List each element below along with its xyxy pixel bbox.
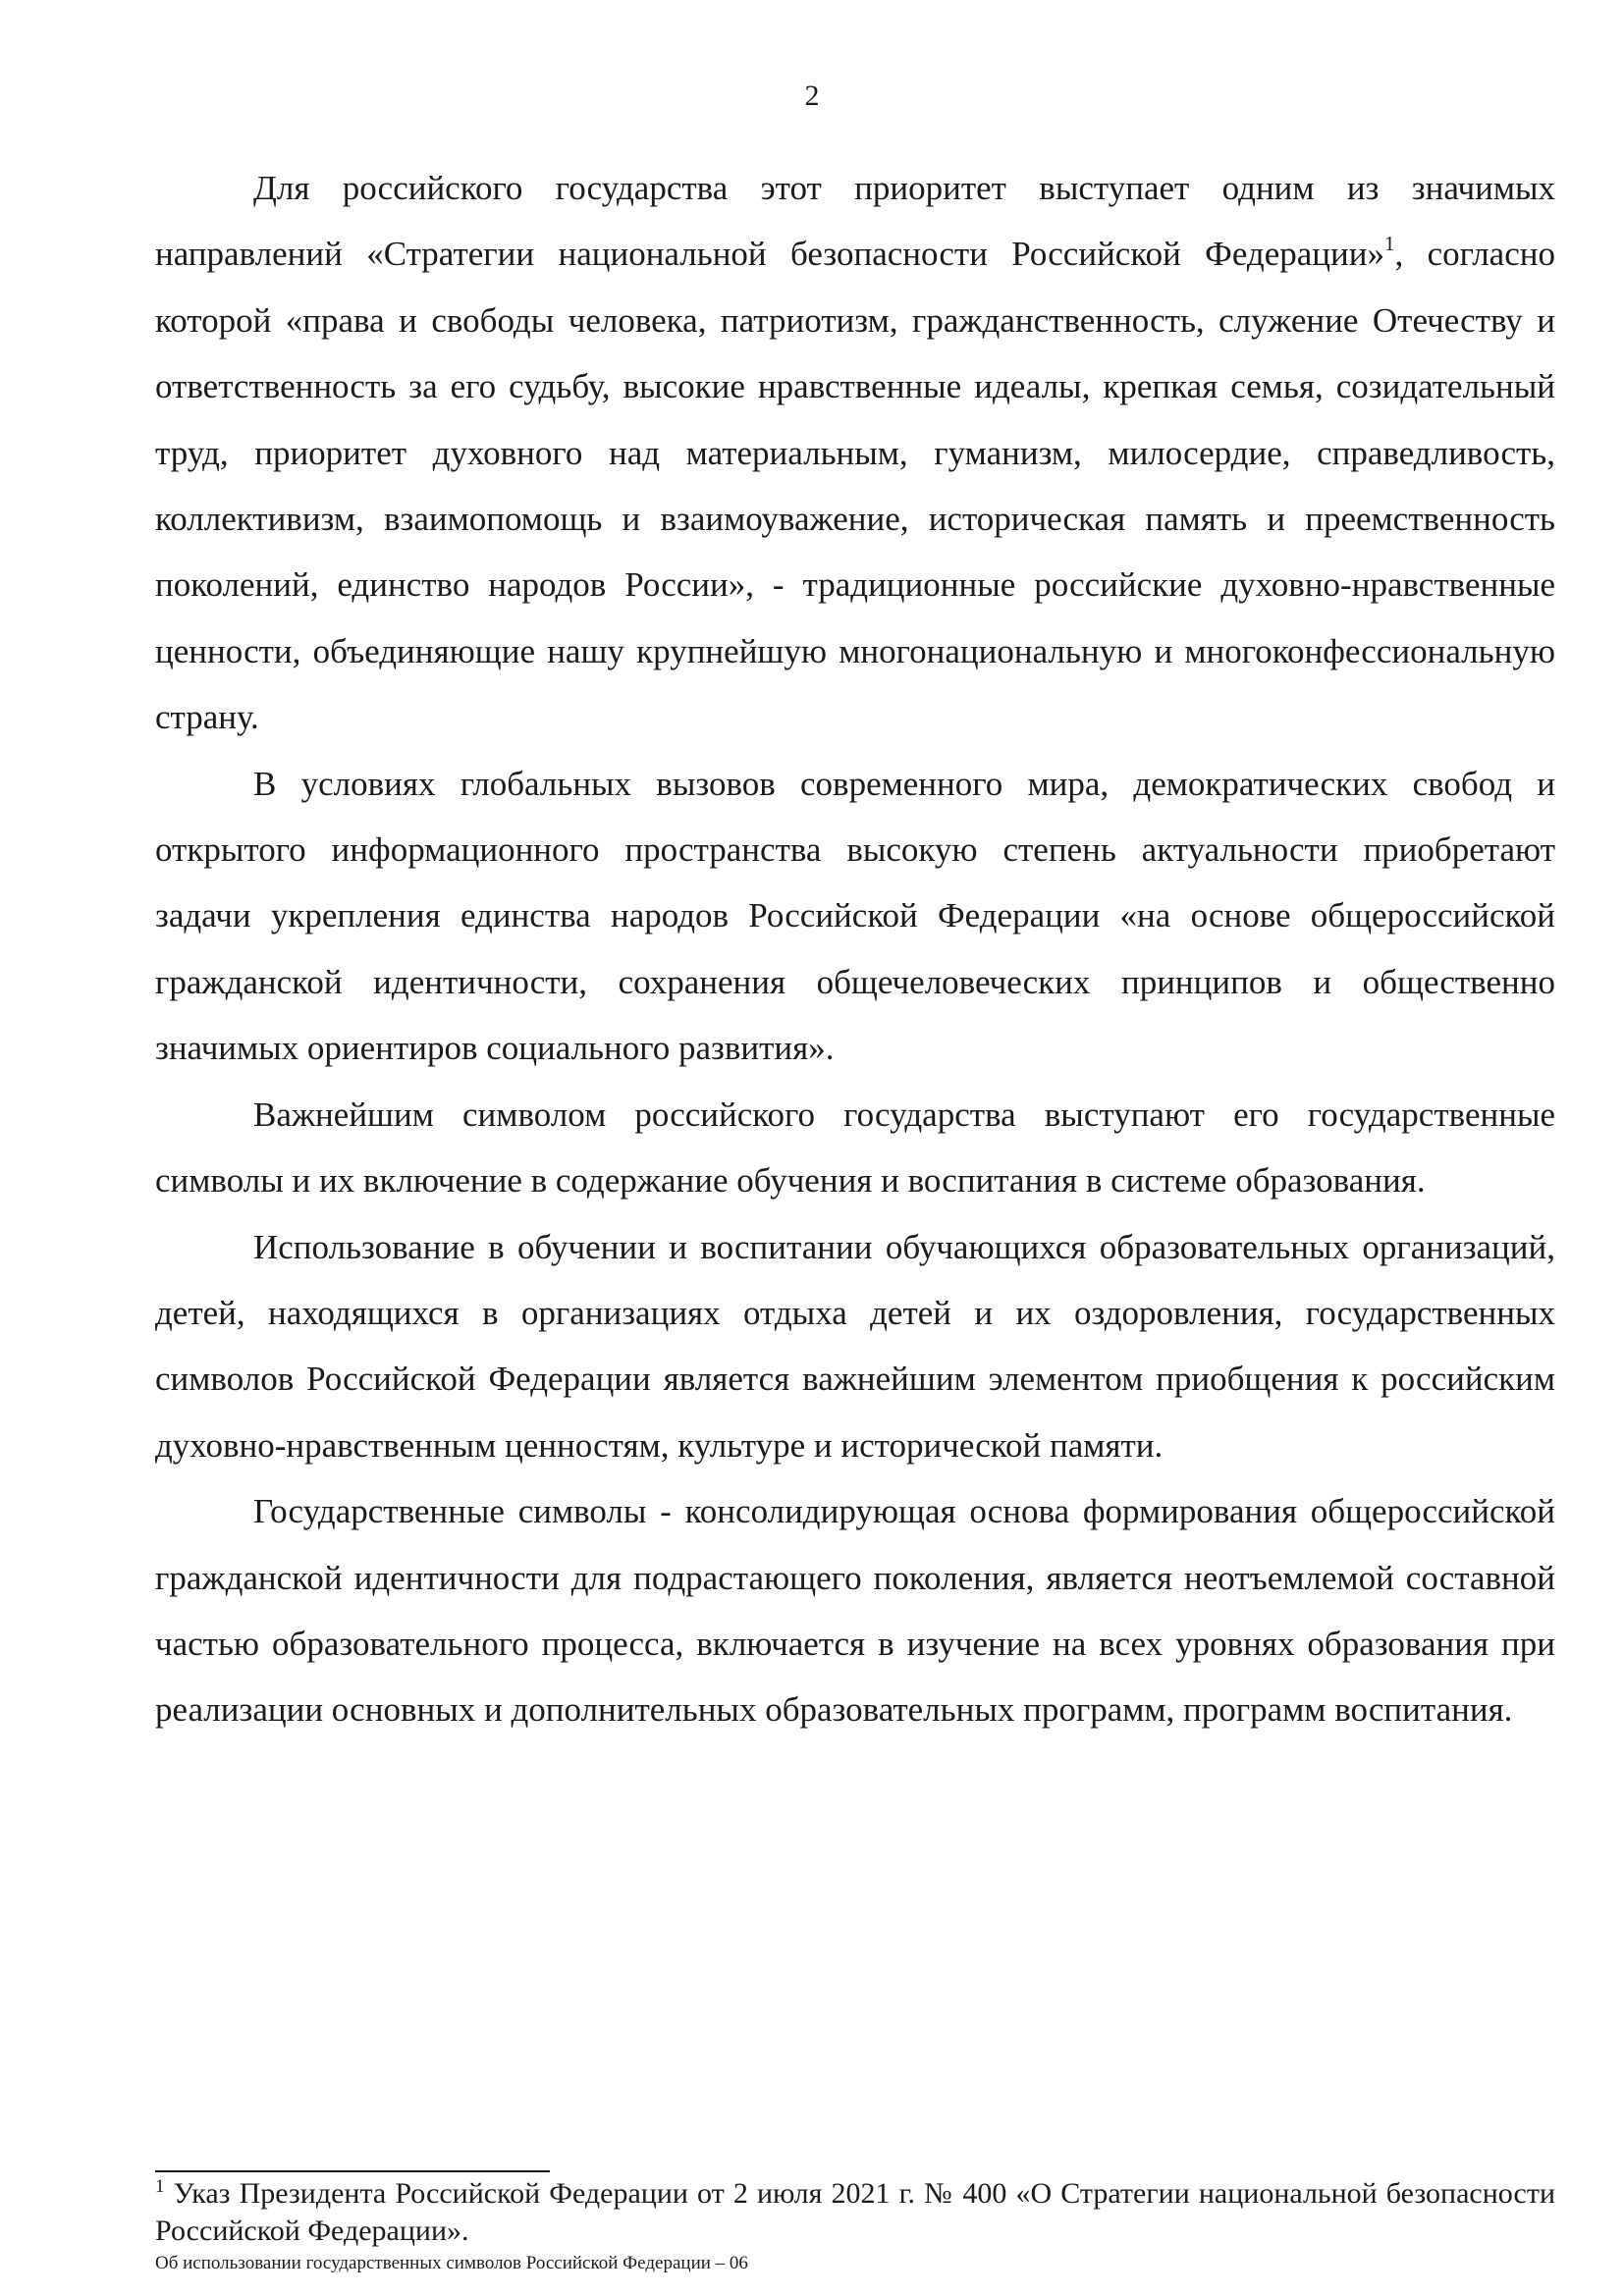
paragraph-global-challenges: В условиях глобальных вызовов современного мира, демократических свобод и открытого информационного пространства высокую степень актуальности приобретают задачи укрепления единства народов Российской Федерации «на основе общероссийской гражданской идентичности, сохранения общечеловеческих принципов и общественно значимых ориентиров социального развития». (155, 764, 1555, 1068)
paragraph-consolidating-basis: Государственные символы - консолидирующая основа формирования общероссийской гражданской идентичности для подрастающего поколения, является неотъемлемой составной частью образовательного процесса, включается в изучение на всех уровнях образования при реализации основных и дополнительных образовательных программ, программ воспитания. (155, 1492, 1555, 1730)
document-code: Об использовании государственных символов Российской Федерации – 06 (155, 2253, 748, 2273)
footnote (155, 2175, 1555, 2250)
footnote-reference[interactable]: 1 (1383, 232, 1395, 256)
paragraph-text-continued: , согласно которой «права и свободы человека, патриотизм, гражданственность, служение Отечеству и ответственность за его судьбу, высокие нравственные идеалы, крепкая семья, созидательный труд, приоритет духовного над материальным, гуманизм, милосердие, справедливость, коллективизм, взаимопомощь и взаимоуважение, историческая память и преемственность поколений, единство народов России», - традиционные российские духовно-нравственные ценности, объединяющие нашу крупнейшую многонациональную и многоконфессиональную страну. (155, 235, 1555, 737)
footnote-divider (155, 2170, 550, 2172)
document-body (155, 155, 1555, 1743)
paragraph-state-symbol: Важнейшим символом российского государства выступают его государственные символы и их включение в содержание обучения и воспитания в системе образования. (155, 1095, 1555, 1201)
paragraph-usage-in-education: Использование в обучении и воспитании обучающихся образовательных организаций, детей, находящихся в организациях отдыха детей и их оздоровления, государственных символов Российской Федерации является важнейшим элементом приобщения к российским духовно-нравственным ценностям, культуре и исторической памяти. (155, 1227, 1555, 1465)
footnote-marker: 1 (155, 2176, 165, 2197)
footnote-text: Указ Президента Российской Федерации от 2 июля 2021 г. № 400 «О Стратегии национальной безопасности Российской Федерации». (155, 2177, 1555, 2247)
page-number: 2 (804, 80, 820, 112)
paragraph-strategy (155, 155, 1555, 751)
paragraph-text: Для российского государства этот приоритет выступает одним из значимых направлений «Стратегии национальной безопасности Российской Федерации» (155, 169, 1555, 274)
